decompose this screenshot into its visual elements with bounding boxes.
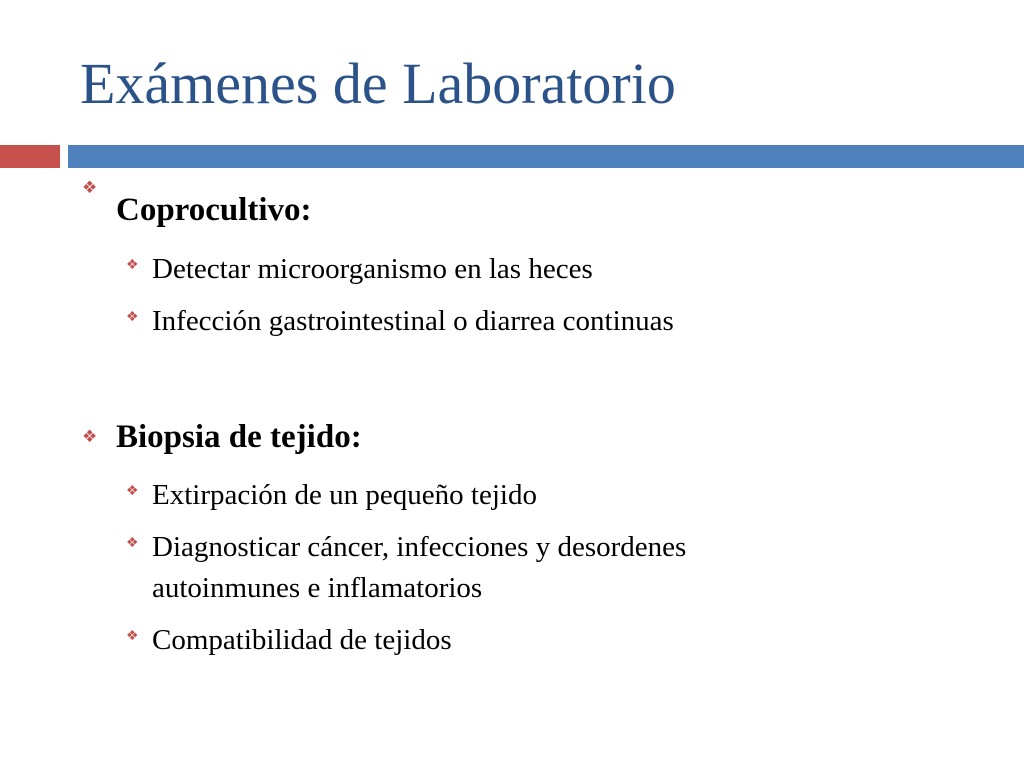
diamond-bullet-icon: ❖	[126, 629, 139, 644]
section-heading: Coprocultivo:	[116, 192, 312, 228]
diamond-bullet-icon: ❖	[82, 178, 98, 197]
diamond-bullet-icon: ❖	[126, 536, 139, 551]
list-item-text: Infección gastrointestinal o diarrea continuas	[152, 305, 674, 337]
list-item-text: Extirpación de un pequeño tejido	[152, 479, 537, 511]
list-item-text: Diagnosticar cáncer, infecciones y desordenes	[152, 531, 687, 563]
diamond-bullet-icon: ❖	[126, 310, 139, 325]
diamond-bullet-icon: ❖	[126, 484, 139, 499]
diamond-bullet-icon: ❖	[82, 427, 98, 446]
section-heading: Biopsia de tejido:	[116, 419, 362, 455]
slide-title: Exámenes de Laboratorio	[80, 51, 676, 116]
diamond-bullet-icon: ❖	[126, 258, 139, 273]
list-item-text: Compatibilidad de tejidos	[152, 624, 452, 656]
list-item-text-continuation: autoinmunes e inflamatorios	[152, 572, 483, 604]
list-item-text: Detectar microorganismo en las heces	[152, 253, 593, 285]
